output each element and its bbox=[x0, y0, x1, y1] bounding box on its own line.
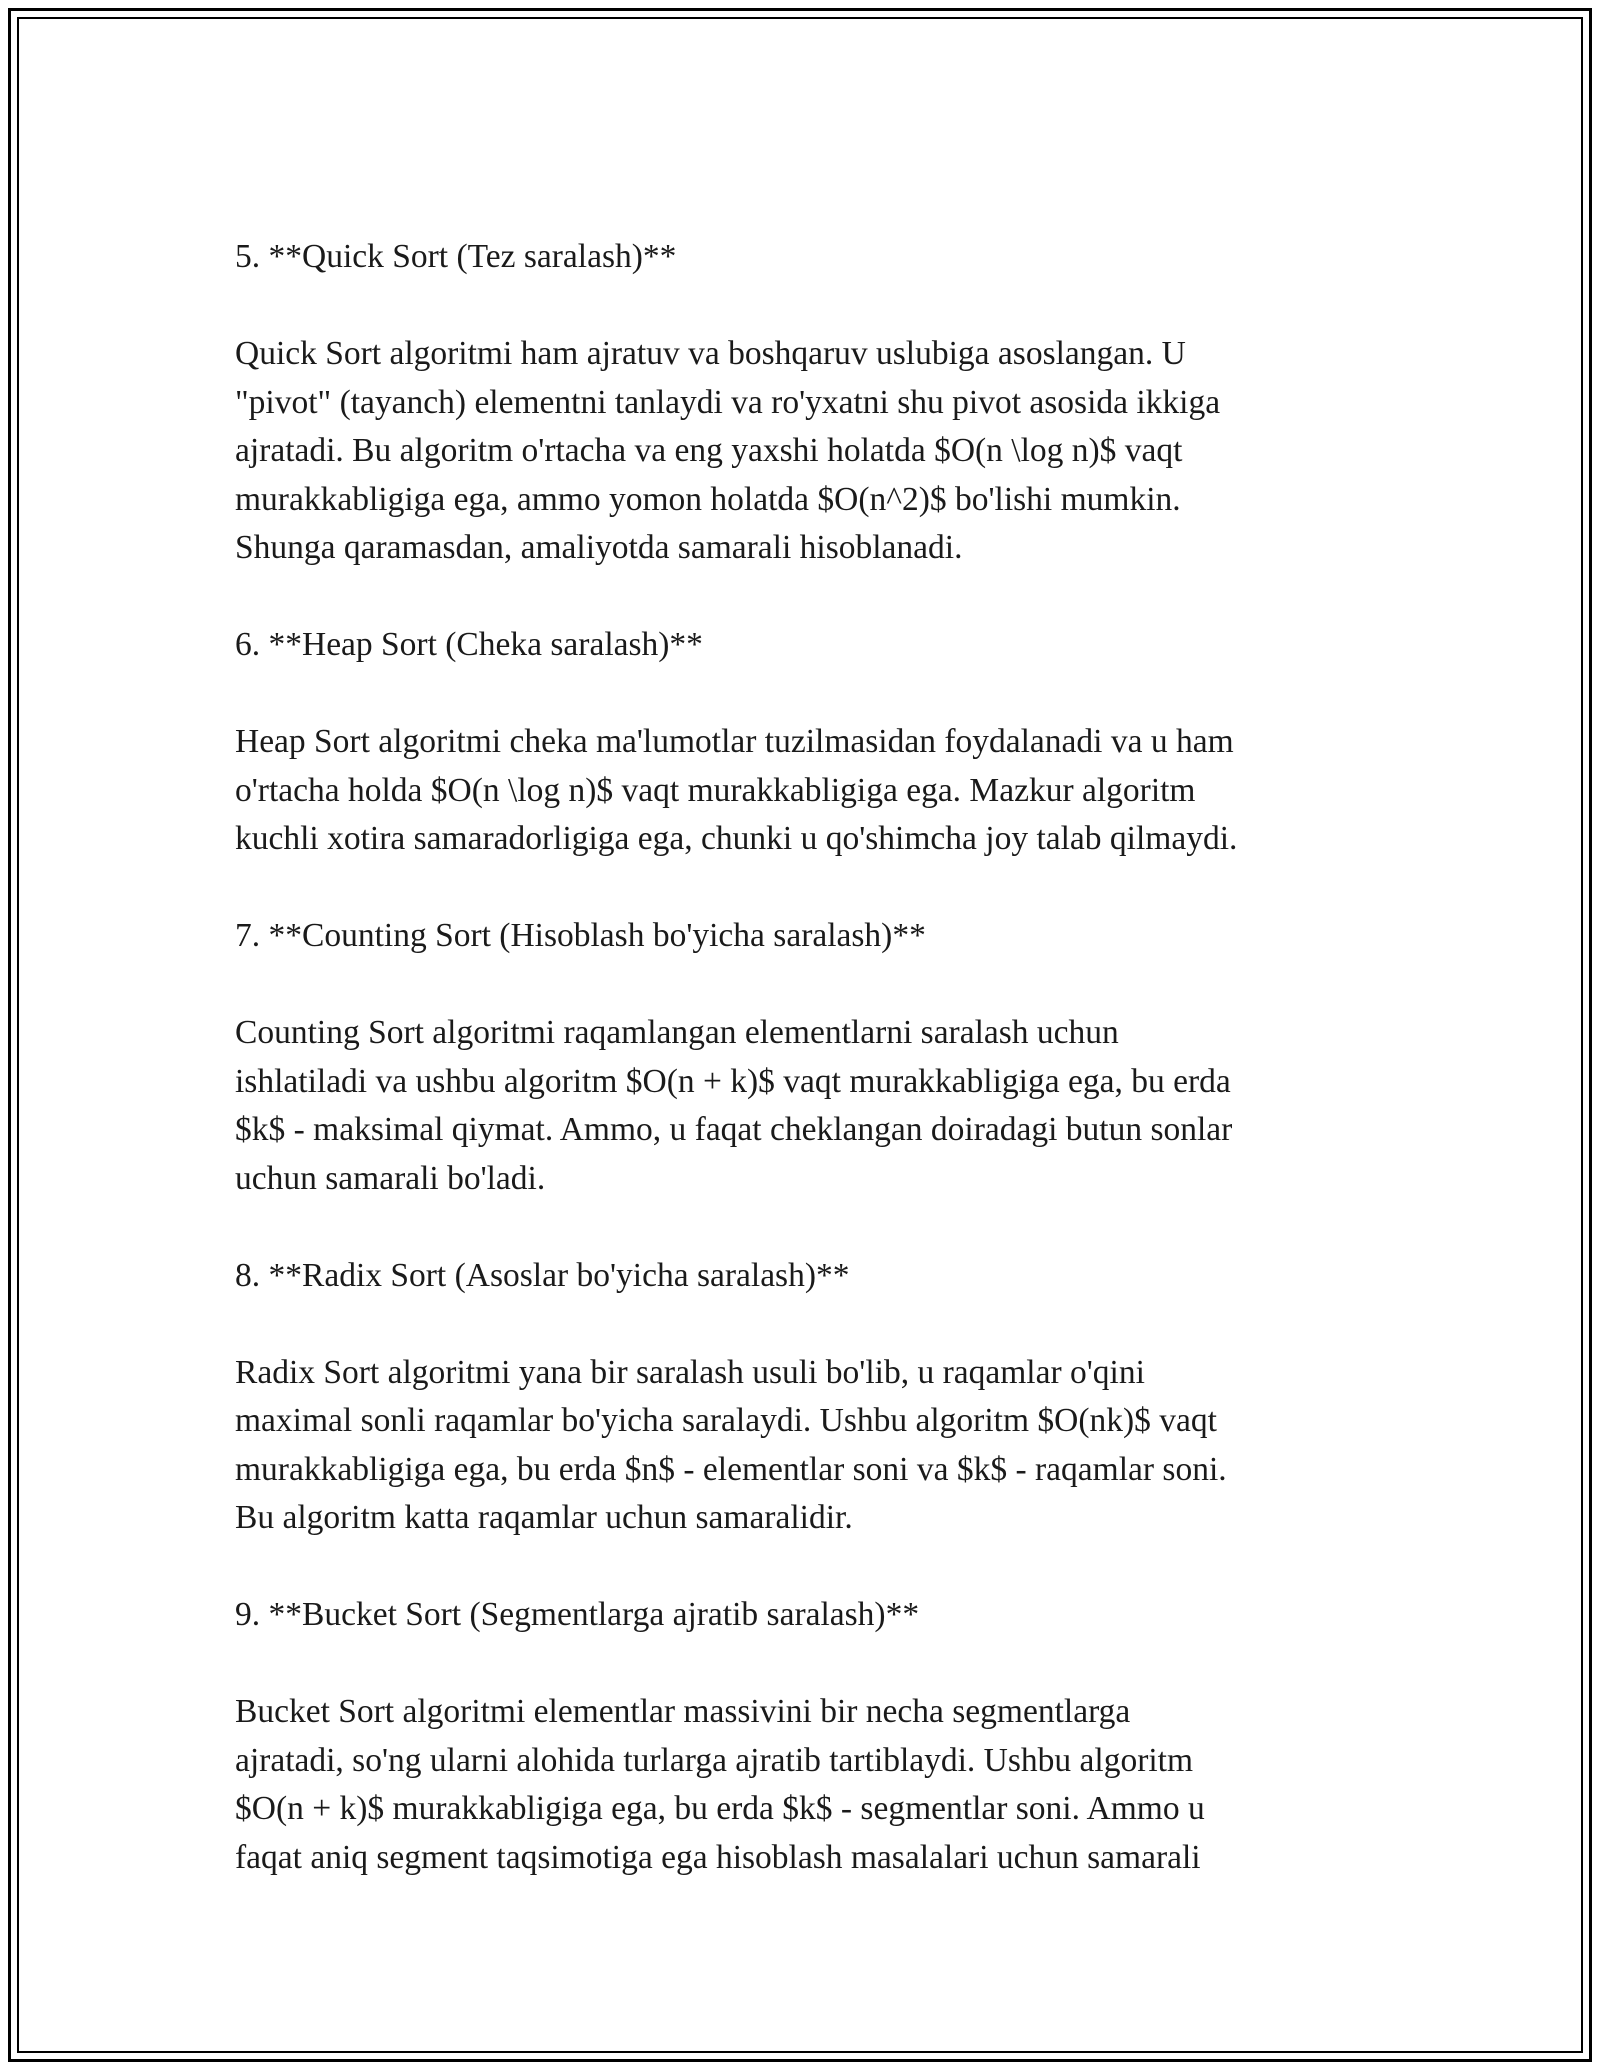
section-quick-sort bbox=[235, 233, 1375, 573]
section-heading: 8. **Radix Sort (Asoslar bo'yicha saralash)** bbox=[235, 1256, 850, 1294]
section-heap-sort bbox=[235, 621, 1375, 864]
section-paragraph: Radix Sort algoritmi yana bir saralash usuli bo'lib, u raqamlar o'qini maximal sonli raqamlar bo'yicha saralaydi. Ushbu algoritm $O(nk)$ vaqt murakkabligiga ega, bu erda $n$ - elementlar soni va $k$ - raqamlar soni. Bu algoritm katta raqamlar uchun samaralidir. bbox=[235, 1353, 1227, 1536]
section-paragraph: Heap Sort algoritmi cheka ma'lumotlar tuzilmasidan foydalanadi va u ham o'rtacha holda $O(n \log n)$ vaqt murakkabligiga ega. Mazkur algoritm kuchli xotira samaradorligiga ega, chunki u qo'shimcha joy talab qilmaydi. bbox=[235, 723, 1238, 857]
section-counting-sort bbox=[235, 912, 1375, 1203]
section-paragraph: Quick Sort algoritmi ham ajratuv va boshqaruv uslubiga asoslangan. U "pivot" (tayanch) elementni tanlaydi va ro'yxatni shu pivot asosida ikkiga ajratadi. Bu algoritm o'rtacha va eng yaxshi holatda $O(n \log n)$ vaqt murakkabligiga ega, ammo yomon holatda $O(n^2)$ bo'lishi mumkin. Shunga qaramasdan, amaliyotda samarali hisoblanadi. bbox=[235, 335, 1221, 566]
section-heading: 9. **Bucket Sort (Segmentlarga ajratib saralash)** bbox=[235, 1596, 920, 1633]
section-paragraph: Bucket Sort algoritmi elementlar massivini bir necha segmentlarga ajratadi, so'ng ularni alohida turlarga ajratib tartiblaydi. Ushbu algoritm $O(n + k)$ murakkabligiga ega, bu erda $k$ - segmentlar soni. Ammo u faqat aniq segment taqsimotiga ega hisoblash masalalari uchun samarali bbox=[235, 1693, 1205, 1876]
section-paragraph: Counting Sort algoritmi raqamlangan elementlarni saralash uchun ishlatiladi va ushbu algoritm $O(n + k)$ vaqt murakkabligiga ega, bu erda $k$ - maksimal qiymat. Ammo, u faqat cheklangan doiradagi butun sonlar uchun samarali bo'ladi. bbox=[235, 1014, 1233, 1197]
document-content bbox=[235, 233, 1375, 1931]
section-heading: 7. **Counting Sort (Hisoblash bo'yicha saralash)** bbox=[235, 917, 926, 954]
section-bucket-sort bbox=[235, 1591, 1375, 1882]
section-heading: 5. **Quick Sort (Tez saralash)** bbox=[235, 238, 677, 275]
section-radix-sort bbox=[235, 1252, 1375, 1543]
section-heading: 6. **Heap Sort (Cheka saralash)** bbox=[235, 626, 703, 663]
